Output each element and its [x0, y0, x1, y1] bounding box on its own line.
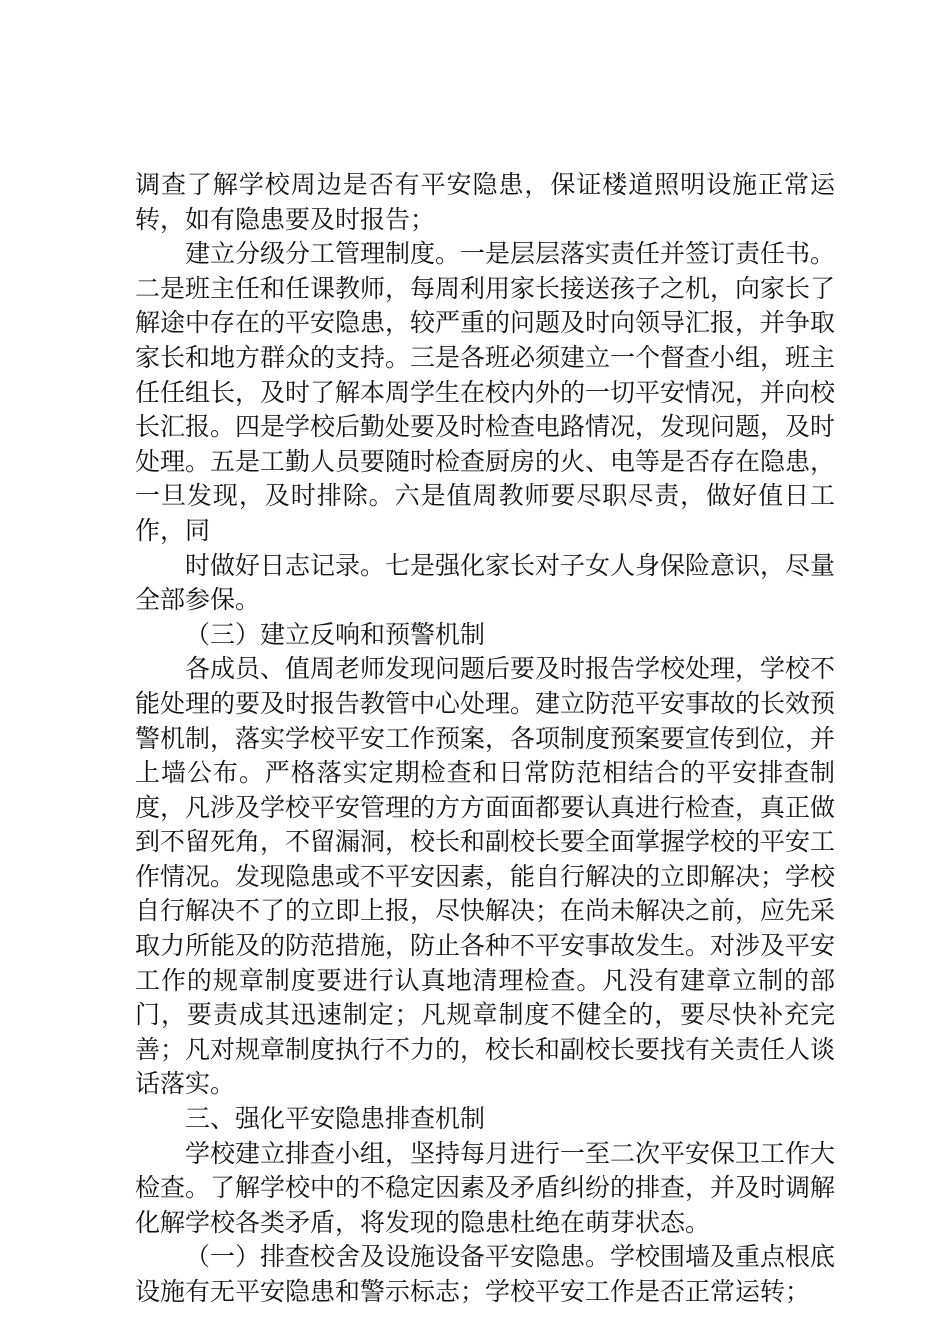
document-body	[135, 168, 835, 1310]
paragraph-inspection-team: 学校建立排查小组，坚持每月进行一至二次平安保卫工作大检查。了解学校中的不稳定因素及矛盾纠纷的排查，并及时调解化解学校各类矛盾，将发现的隐患杜绝在萌芽状态。	[135, 1138, 836, 1237]
section-heading-hazard-inspection: 三、强化平安隐患排查机制	[185, 1104, 486, 1134]
paragraph-building-facilities-inspection: （一）排查校舍及设施设备平安隐患。学校围墙及重点根底设施有无平安隐患和警示标志；学校平安工作是否正常运转；	[135, 1242, 836, 1306]
paragraph-street-safety-check: 调查了解学校周边是否有平安隐患，保证楼道照明设施正常运转，如有隐患要及时报告；	[135, 170, 835, 234]
paragraph-management-system: 建立分级分工管理制度。一是层层落实责任并签订责任书。二是班主任和任课教师，每周利用家长接送孩子之机，向家长了解途中存在的平安隐患，较严重的问题及时向领导汇报，并争取家长和地方群众的支持。三是各班必须建立一个督查小组，班主任任组长，及时了解本周学生在校内外的一切平安情况，并向校长汇报。四是学校后勤处要及时检查电路情况，发现问题，及时处理。五是工勤人员要随时检查厨房的火、电等是否存在隐患，一旦发现，及时排除。六是值周教师要尽职尽责，做好值日工作，同	[135, 239, 836, 545]
paragraph-warning-mechanism: 各成员、值周老师发现问题后要及时报告学校处理，学校不能处理的要及时报告教管中心处理。建立防范平安事故的长效预警机制，落实学校平安工作预案，各项制度预案要宣传到位，并上墙公布。严格落实定期检查和日常防范相结合的平安排查制度，凡涉及学校平安管理的方方面面都要认真进行检查，真正做到不留死角，不留漏洞，校长和副校长要全面掌握学校的平安工作情况。发现隐患或不平安因素，能自行解决的立即解决；学校自行解决不了的立即上报，尽快解决；在尚未解决之前，应先采取力所能及的防范措施，防止各种不平安事故发生。对涉及平安工作的规章制度要进行认真地清理检查。凡没有建章立制的部门，要责成其迅速制定；凡规章制度不健全的，要尽快补充完善；凡对规章制度执行不力的，校长和副校长要找有关责任人谈话落实。	[135, 654, 836, 1099]
section-heading-warning-mechanism: （三）建立反响和预警机制	[185, 619, 486, 649]
paragraph-log-and-insurance: 时做好日志记录。七是强化家长对子女人身保险意识，尽量全部参保。	[135, 550, 836, 615]
